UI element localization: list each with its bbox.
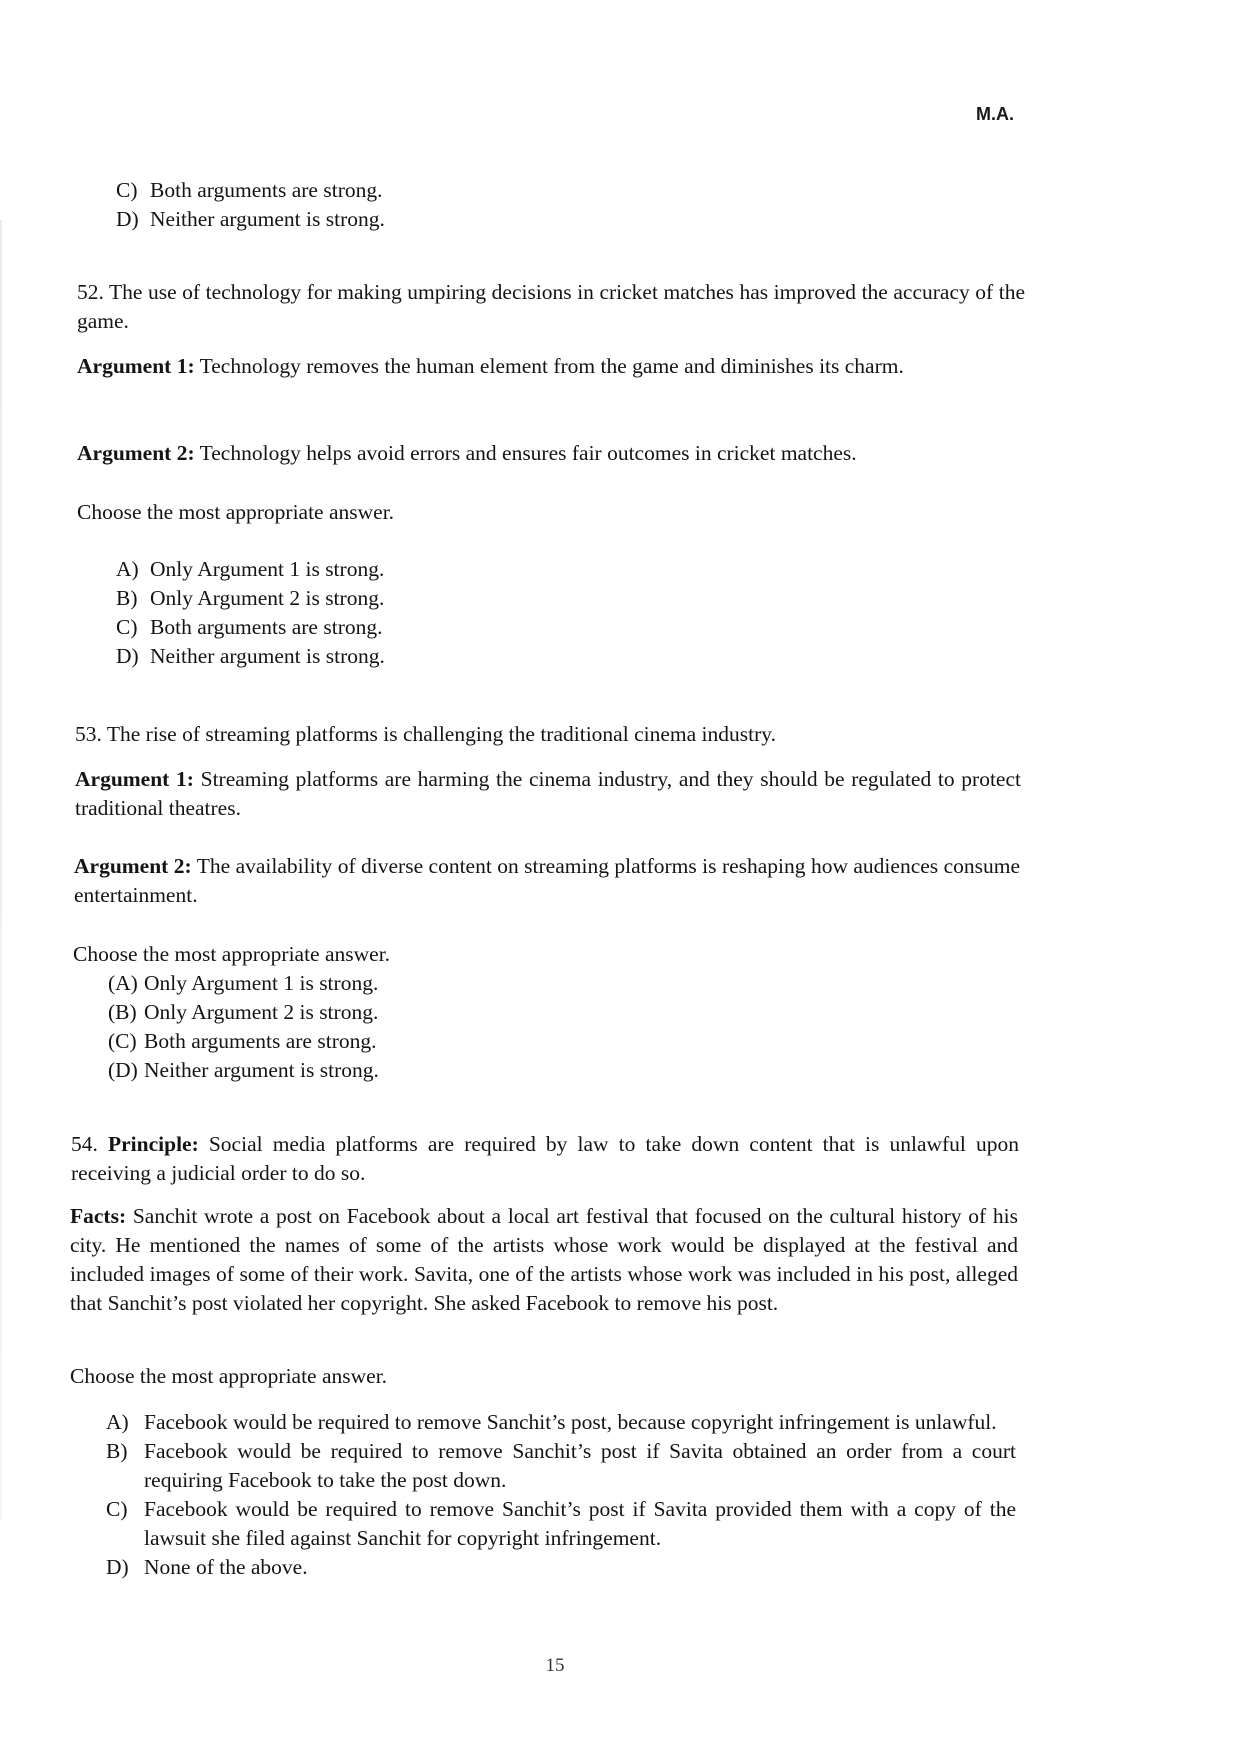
argument-label: Argument 2: <box>77 441 195 465</box>
q53-options <box>108 969 908 1085</box>
argument-text: Technology helps avoid errors and ensures fair outcomes in cricket matches. <box>194 441 857 465</box>
option-letter: C) <box>106 1497 128 1521</box>
option-text: Neither argument is strong. <box>144 1058 379 1082</box>
q52-option-d <box>116 642 916 671</box>
q53-option-a <box>108 969 908 998</box>
option-text: Only Argument 1 is strong. <box>144 971 379 995</box>
q52-option-a <box>116 555 916 584</box>
q54-option-c <box>106 1495 1016 1553</box>
option-text: Both arguments are strong. <box>150 178 383 202</box>
option-letter: (B) <box>108 1000 137 1024</box>
q53-argument-1 <box>75 765 1021 823</box>
q53-prompt: Choose the most appropriate answer. <box>73 942 391 966</box>
option-text: Only Argument 2 is strong. <box>150 586 385 610</box>
argument-label: Argument 1: <box>77 354 195 378</box>
q54-option-b <box>106 1437 1016 1495</box>
option-text: Neither argument is strong. <box>150 207 385 231</box>
option-text: Facebook would be required to remove Sanchit’s post, because copyright infringement is unlawful. <box>144 1410 997 1434</box>
q51-options <box>116 176 916 234</box>
q52-stem: 52. The use of technology for making umpiring decisions in cricket matches has improved the accuracy of the game. <box>77 280 1025 333</box>
q53-option-b <box>108 998 908 1027</box>
option-letter: A) <box>116 557 139 581</box>
q54-facts <box>70 1202 1018 1318</box>
facts-text: Sanchit wrote a post on Facebook about a local art festival that focused on the cultural history of his city. He mentioned the names of some of the artists whose work would be displayed at the festival and included images of some of their work. Savita, one of the artists whose work was included in his post, alleged that Sanchit’s post violated her copyright. She asked Facebook to remove his post. <box>70 1204 1018 1315</box>
option-letter: D) <box>106 1555 129 1579</box>
option-text: Neither argument is strong. <box>150 644 385 668</box>
q52-options <box>116 555 916 671</box>
option-text: Only Argument 1 is strong. <box>150 557 385 581</box>
option-letter: (C) <box>108 1029 137 1053</box>
q54-option-d <box>106 1553 1016 1582</box>
header-tag: M.A. <box>976 104 1014 124</box>
option-text: Only Argument 2 is strong. <box>144 1000 379 1024</box>
option-text: Facebook would be required to remove Sanchit’s post if Savita provided them with a copy of the lawsuit she filed against Sanchit for copyright infringement. <box>144 1497 1016 1550</box>
argument-text: Technology removes the human element from the game and diminishes its charm. <box>194 354 904 378</box>
option-text: Facebook would be required to remove Sanchit’s post if Savita obtained an order from a court requiring Facebook to take the post down. <box>144 1439 1016 1492</box>
question-number: 54. <box>71 1132 98 1156</box>
argument-label: Argument 1: <box>75 767 194 791</box>
q52-option-c <box>116 613 916 642</box>
q54-prompt: Choose the most appropriate answer. <box>70 1364 388 1388</box>
option-letter: (D) <box>108 1058 138 1082</box>
option-text: None of the above. <box>144 1555 308 1579</box>
principle-text: Social media platforms are required by law to take down content that is unlawful upon receiving a judicial order to do so. <box>71 1132 1020 1185</box>
page-number: 15 <box>545 1655 565 1676</box>
option-letter: A) <box>106 1410 129 1434</box>
option-letter: C) <box>116 178 138 202</box>
q53-stem: 53. The rise of streaming platforms is challenging the traditional cinema industry. <box>75 722 776 746</box>
q52-option-b <box>116 584 916 613</box>
q52-argument-2 <box>77 439 1037 468</box>
q52-prompt: Choose the most appropriate answer. <box>77 500 395 524</box>
q53-option-d <box>108 1056 908 1085</box>
option-letter: D) <box>116 644 139 668</box>
q54-option-a <box>106 1408 1016 1437</box>
principle-label: Principle: <box>107 1132 199 1156</box>
argument-text: The availability of diverse content on streaming platforms is reshaping how audiences consume entertainment. <box>74 854 1020 907</box>
q51-option-d <box>116 205 916 234</box>
option-letter: B) <box>116 586 138 610</box>
option-letter: B) <box>106 1439 128 1463</box>
option-letter: (A) <box>108 971 138 995</box>
q53-argument-2 <box>74 852 1020 910</box>
scan-edge-shadow <box>0 220 2 1520</box>
option-letter: C) <box>116 615 138 639</box>
argument-text: Streaming platforms are harming the cinema industry, and they should be regulated to protect traditional theatres. <box>75 767 1021 820</box>
q54-principle <box>71 1130 1019 1188</box>
option-text: Both arguments are strong. <box>144 1029 377 1053</box>
q52-argument-1 <box>77 352 1025 381</box>
facts-label: Facts: <box>70 1204 127 1228</box>
q53-option-c <box>108 1027 908 1056</box>
option-text: Both arguments are strong. <box>150 615 383 639</box>
q51-option-c <box>116 176 916 205</box>
argument-label: Argument 2: <box>74 854 192 878</box>
option-letter: D) <box>116 207 139 231</box>
q54-options <box>106 1408 1016 1582</box>
